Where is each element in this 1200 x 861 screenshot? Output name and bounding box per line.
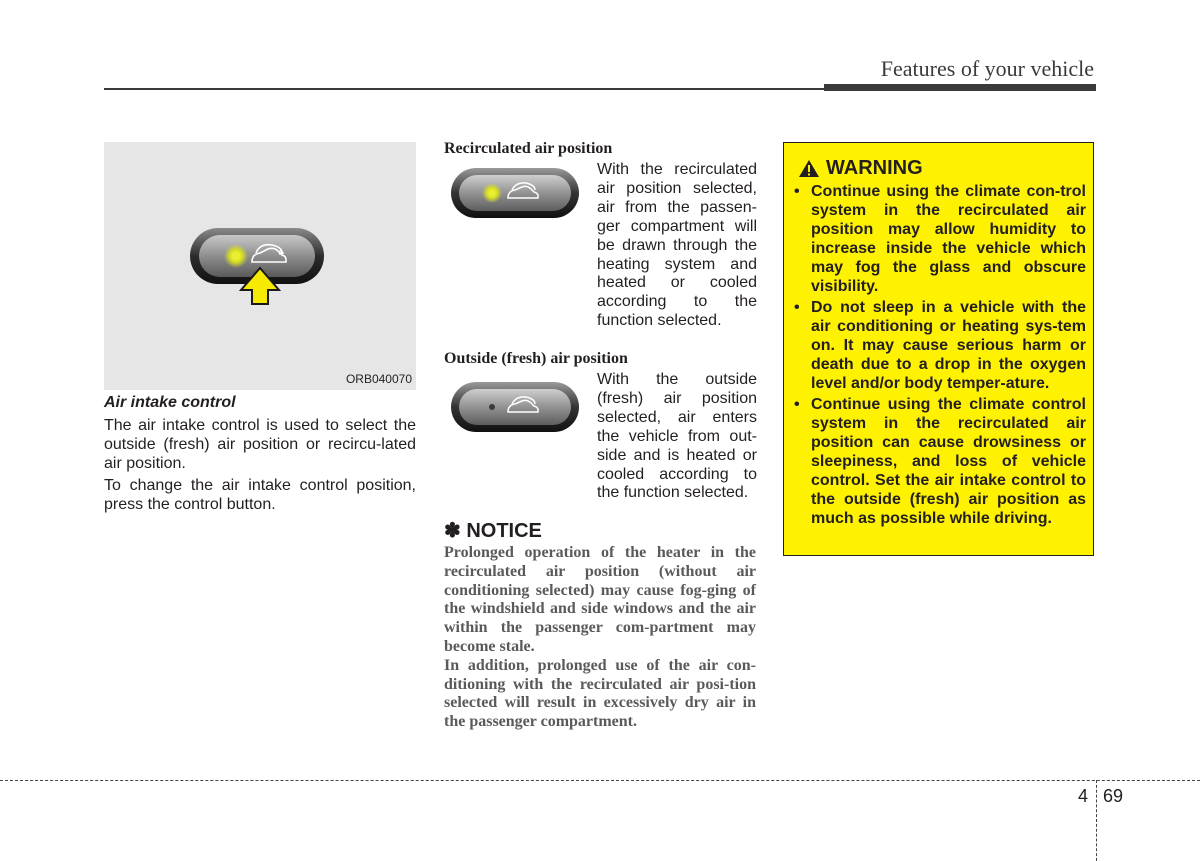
warning-item: • Continue using the climate con-trol system in the recirculated air position may allow humidity to increase inside the vehicle which may fog the glass and obscure visibility. xyxy=(792,182,1086,296)
warning-item: • Continue using the climate control system in the recirculated air position can cause drowsiness or sleepiness, and loss of vehicle control. Set the air intake control to the outside (fresh) air position as much as possible while driving. xyxy=(792,395,1086,528)
page-number: 69 xyxy=(1103,786,1124,806)
intro-paragraph: The air intake control is used to select the outside (fresh) air position or recircu-lated air position. xyxy=(104,417,416,472)
notice-title: NOTICE xyxy=(466,520,542,542)
outside-description: With the outside (fresh) air position selected, air enters the vehicle from out-side and is heated or cooled according to the function selected. xyxy=(597,371,757,502)
notice-heading xyxy=(444,518,542,543)
recirculated-button-icon xyxy=(450,167,580,219)
warning-box xyxy=(783,142,1094,556)
header-rule xyxy=(104,88,824,90)
figure-caption: Air intake control xyxy=(104,394,236,411)
warning-heading xyxy=(798,157,923,180)
notice-paragraph: Prolonged operation of the heater in the recirculated air position (without air conditioning selected) may cause fog-ging of the windshield and side windows and the air within the passenger com-partment may become stale. xyxy=(444,544,756,655)
warning-item: • Do not sleep in a vehicle with the air conditioning or heating sys-tem on. It may cause serious harm or death due to a drop in the oxygen level and/or body temper-ature. xyxy=(792,298,1086,393)
footer-divider xyxy=(0,780,1200,781)
instruction-paragraph: To change the air intake control position, press the control button. xyxy=(104,477,416,513)
figure-code: ORB040070 xyxy=(345,372,412,386)
notice-body xyxy=(444,544,756,732)
warning-title: WARNING xyxy=(826,157,923,179)
outside-air-button-icon xyxy=(450,381,580,433)
running-header: Features of your vehicle xyxy=(880,56,1094,81)
recirculated-heading: Recirculated air position xyxy=(444,140,613,157)
recirculated-description: With the recirculated air position selected, air from the passen-ger compartment will be drawn through the heating system and heated or cooled according to the function selected. xyxy=(597,161,757,330)
footer-page-divider xyxy=(1096,780,1097,861)
notice-paragraph: In addition, prolonged use of the air con-ditioning with the recirculated air posi-tion selected will result in excessively dry air in the passenger compartment. xyxy=(444,656,756,731)
notice-star-icon: ✽ xyxy=(444,520,461,542)
section-number: 4 xyxy=(1078,786,1089,806)
warning-triangle-icon xyxy=(798,159,820,178)
warning-list xyxy=(792,182,1086,530)
header-rule-accent xyxy=(824,84,1096,91)
air-intake-figure xyxy=(104,142,416,390)
air-intake-button-illustration xyxy=(104,142,416,390)
outside-heading: Outside (fresh) air position xyxy=(444,350,628,367)
